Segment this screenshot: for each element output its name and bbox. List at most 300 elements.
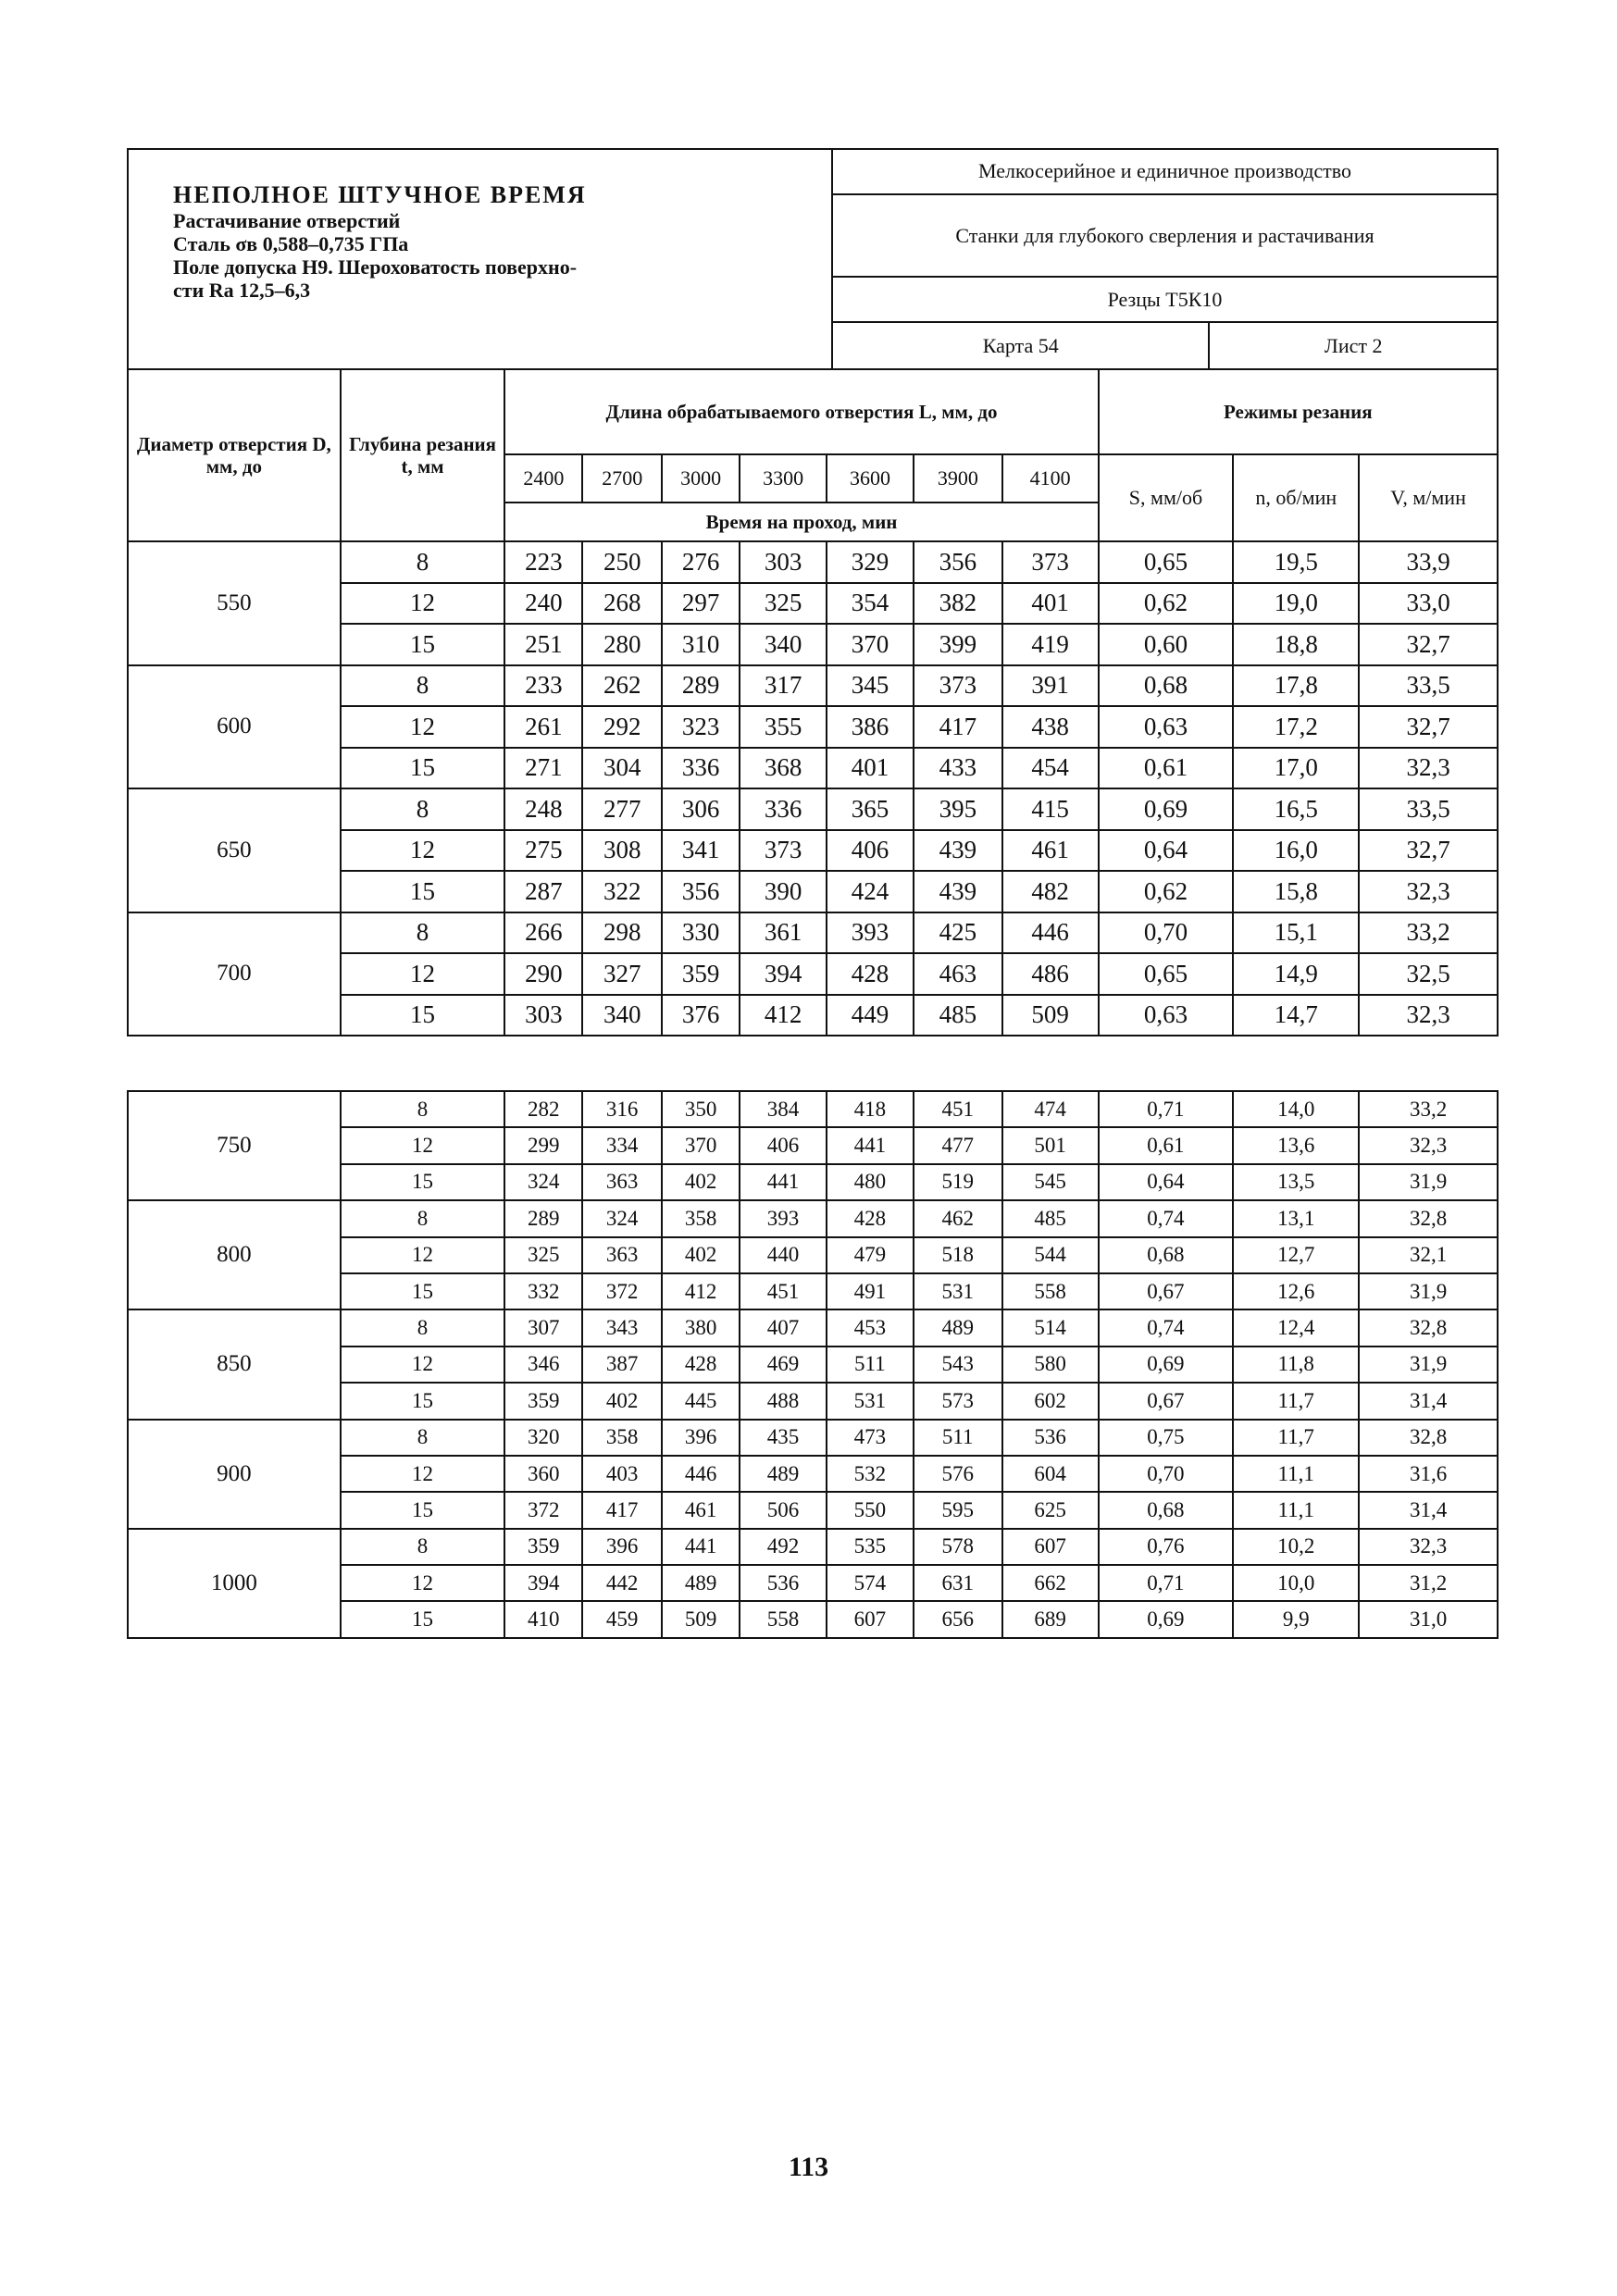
rpm-cell: 18,8 <box>1233 624 1359 665</box>
depth-cell: 8 <box>341 1420 505 1456</box>
time-cell: 346 <box>504 1347 582 1383</box>
rpm-cell: 15,8 <box>1233 871 1359 912</box>
time-cell: 550 <box>827 1492 914 1528</box>
feed-cell: 0,67 <box>1099 1383 1234 1419</box>
page-number: 113 <box>788 2152 829 2182</box>
time-cell: 261 <box>504 706 582 748</box>
rpm-cell: 19,5 <box>1233 541 1359 583</box>
time-cell: 289 <box>662 665 740 707</box>
time-cell: 396 <box>662 1420 740 1456</box>
rpm-cell: 10,0 <box>1233 1565 1359 1601</box>
rpm-cell: 12,7 <box>1233 1237 1359 1273</box>
time-cell: 536 <box>1002 1420 1099 1456</box>
subtitle-operation: Растачивание отверстий <box>173 209 401 232</box>
time-cell: 474 <box>1002 1091 1099 1127</box>
time-cell: 406 <box>740 1127 827 1163</box>
length-4100: 4100 <box>1002 454 1099 503</box>
velocity-cell: 32,7 <box>1359 624 1498 665</box>
time-cell: 299 <box>504 1127 582 1163</box>
time-cell: 297 <box>662 583 740 625</box>
table-row <box>128 1309 1498 1346</box>
time-cell: 402 <box>662 1164 740 1200</box>
velocity-cell: 31,6 <box>1359 1456 1498 1492</box>
time-cell: 451 <box>914 1091 1002 1127</box>
time-cell: 403 <box>582 1456 662 1492</box>
rpm-cell: 14,9 <box>1233 953 1359 995</box>
velocity-cell: 33,2 <box>1359 912 1498 954</box>
time-cell: 574 <box>827 1565 914 1601</box>
depth-cell: 15 <box>341 748 505 789</box>
velocity-cell: 31,4 <box>1359 1383 1498 1419</box>
time-cell: 393 <box>740 1200 827 1236</box>
time-cell: 480 <box>827 1164 914 1200</box>
time-cell: 395 <box>914 788 1002 830</box>
time-cell: 317 <box>740 665 827 707</box>
time-cell: 492 <box>740 1529 827 1565</box>
feed-cell: 0,74 <box>1099 1200 1234 1236</box>
time-cell: 399 <box>914 624 1002 665</box>
depth-column-header: Глубина резания t, мм <box>341 369 505 541</box>
velocity-cell: 32,5 <box>1359 953 1498 995</box>
time-cell: 370 <box>662 1127 740 1163</box>
time-cell: 276 <box>662 541 740 583</box>
feed-column-header: S, мм/об <box>1099 454 1234 541</box>
time-cell: 442 <box>582 1565 662 1601</box>
time-cell: 292 <box>582 706 662 748</box>
time-cell: 289 <box>504 1200 582 1236</box>
time-cell: 461 <box>662 1492 740 1528</box>
card-title-block <box>128 149 832 369</box>
time-cell: 382 <box>914 583 1002 625</box>
rpm-cell: 12,6 <box>1233 1273 1359 1309</box>
depth-cell: 15 <box>341 1492 505 1528</box>
depth-cell: 12 <box>341 830 505 872</box>
time-cell: 462 <box>914 1200 1002 1236</box>
depth-cell: 8 <box>341 665 505 707</box>
time-cell: 290 <box>504 953 582 995</box>
rpm-cell: 11,7 <box>1233 1383 1359 1419</box>
depth-cell: 12 <box>341 706 505 748</box>
depth-cell: 12 <box>341 1237 505 1273</box>
time-cell: 428 <box>827 953 914 995</box>
feed-cell: 0,75 <box>1099 1420 1234 1456</box>
time-cell: 446 <box>662 1456 740 1492</box>
time-cell: 354 <box>827 583 914 625</box>
feed-cell: 0,62 <box>1099 871 1234 912</box>
time-cell: 662 <box>1002 1565 1099 1601</box>
time-cell: 501 <box>1002 1127 1099 1163</box>
time-cell: 358 <box>662 1200 740 1236</box>
time-cell: 532 <box>827 1456 914 1492</box>
diameter-cell: 800 <box>128 1200 341 1309</box>
time-cell: 459 <box>582 1601 662 1637</box>
feed-cell: 0,65 <box>1099 541 1234 583</box>
time-cell: 419 <box>1002 624 1099 665</box>
time-cell: 412 <box>740 995 827 1036</box>
time-cell: 511 <box>827 1347 914 1383</box>
time-cell: 489 <box>914 1309 1002 1346</box>
time-cell: 340 <box>740 624 827 665</box>
time-cell: 330 <box>662 912 740 954</box>
time-cell: 368 <box>740 748 827 789</box>
length-3900: 3900 <box>914 454 1002 503</box>
time-cell: 359 <box>662 953 740 995</box>
subtitle-roughness: сти Ra 12,5–6,3 <box>173 279 311 302</box>
time-cell: 323 <box>662 706 740 748</box>
time-cell: 336 <box>740 788 827 830</box>
rpm-cell: 11,7 <box>1233 1420 1359 1456</box>
time-cell: 373 <box>1002 541 1099 583</box>
time-cell: 558 <box>1002 1273 1099 1309</box>
time-cell: 275 <box>504 830 582 872</box>
diameter-column-header: Диаметр отверстия D, мм, до <box>128 369 341 541</box>
time-cell: 303 <box>504 995 582 1036</box>
time-cell: 340 <box>582 995 662 1036</box>
time-cell: 271 <box>504 748 582 789</box>
time-cell: 325 <box>504 1237 582 1273</box>
time-cell: 425 <box>914 912 1002 954</box>
time-cell: 262 <box>582 665 662 707</box>
time-cell: 518 <box>914 1237 1002 1273</box>
time-cell: 631 <box>914 1565 1002 1601</box>
time-cell: 415 <box>1002 788 1099 830</box>
time-cell: 412 <box>662 1273 740 1309</box>
time-cell: 360 <box>504 1456 582 1492</box>
time-cell: 251 <box>504 624 582 665</box>
time-cell: 266 <box>504 912 582 954</box>
time-cell: 489 <box>662 1565 740 1601</box>
feed-cell: 0,65 <box>1099 953 1234 995</box>
time-cell: 511 <box>914 1420 1002 1456</box>
time-cell: 485 <box>914 995 1002 1036</box>
velocity-cell: 32,3 <box>1359 748 1498 789</box>
time-cell: 401 <box>827 748 914 789</box>
machine-type: Станки для глубокого сверления и растачивания <box>832 194 1498 278</box>
length-3000: 3000 <box>662 454 740 503</box>
time-cell: 322 <box>582 871 662 912</box>
feed-cell: 0,61 <box>1099 748 1234 789</box>
time-cell: 604 <box>1002 1456 1099 1492</box>
time-cell: 391 <box>1002 665 1099 707</box>
time-cell: 303 <box>740 541 827 583</box>
depth-cell: 15 <box>341 624 505 665</box>
feed-cell: 0,69 <box>1099 788 1234 830</box>
depth-cell: 15 <box>341 995 505 1036</box>
time-cell: 446 <box>1002 912 1099 954</box>
subtitle-tolerance: Поле допуска Н9. Шероховатость поверхно- <box>173 255 578 279</box>
time-cell: 307 <box>504 1309 582 1346</box>
feed-cell: 0,60 <box>1099 624 1234 665</box>
length-2700: 2700 <box>582 454 662 503</box>
time-table-bottom <box>127 1090 1499 1639</box>
time-cell: 410 <box>504 1601 582 1637</box>
time-cell: 656 <box>914 1601 1002 1637</box>
time-cell: 428 <box>827 1200 914 1236</box>
time-cell: 407 <box>740 1309 827 1346</box>
rpm-cell: 15,1 <box>1233 912 1359 954</box>
time-cell: 298 <box>582 912 662 954</box>
depth-cell: 8 <box>341 1309 505 1346</box>
feed-cell: 0,63 <box>1099 995 1234 1036</box>
rpm-cell: 9,9 <box>1233 1601 1359 1637</box>
time-cell: 607 <box>827 1601 914 1637</box>
time-cell: 477 <box>914 1127 1002 1163</box>
time-cell: 580 <box>1002 1347 1099 1383</box>
time-cell: 316 <box>582 1091 662 1127</box>
time-cell: 359 <box>504 1529 582 1565</box>
rpm-cell: 11,1 <box>1233 1456 1359 1492</box>
feed-cell: 0,70 <box>1099 1456 1234 1492</box>
time-cell: 602 <box>1002 1383 1099 1419</box>
depth-cell: 12 <box>341 953 505 995</box>
table-row <box>128 1091 1498 1127</box>
time-cell: 327 <box>582 953 662 995</box>
time-cell: 332 <box>504 1273 582 1309</box>
depth-cell: 12 <box>341 1347 505 1383</box>
rpm-cell: 13,6 <box>1233 1127 1359 1163</box>
time-cell: 358 <box>582 1420 662 1456</box>
feed-cell: 0,64 <box>1099 830 1234 872</box>
length-3600: 3600 <box>827 454 914 503</box>
card-title: НЕПОЛНОЕ ШТУЧНОЕ ВРЕМЯ <box>173 181 587 208</box>
time-cell: 485 <box>1002 1200 1099 1236</box>
time-cell: 491 <box>827 1273 914 1309</box>
feed-cell: 0,74 <box>1099 1309 1234 1346</box>
velocity-cell: 33,5 <box>1359 788 1498 830</box>
time-cell: 334 <box>582 1127 662 1163</box>
time-cell: 402 <box>662 1237 740 1273</box>
time-cell: 250 <box>582 541 662 583</box>
time-cell: 406 <box>827 830 914 872</box>
depth-cell: 8 <box>341 1200 505 1236</box>
velocity-cell: 32,8 <box>1359 1200 1498 1236</box>
time-cell: 439 <box>914 871 1002 912</box>
diameter-cell: 1000 <box>128 1529 341 1638</box>
time-cell: 463 <box>914 953 1002 995</box>
velocity-cell: 32,8 <box>1359 1420 1498 1456</box>
velocity-cell: 31,9 <box>1359 1273 1498 1309</box>
time-cell: 418 <box>827 1091 914 1127</box>
sheet-number: Лист 2 <box>1209 322 1498 369</box>
time-cell: 531 <box>827 1383 914 1419</box>
depth-cell: 12 <box>341 1565 505 1601</box>
time-cell: 359 <box>504 1383 582 1419</box>
time-cell: 320 <box>504 1420 582 1456</box>
table-row <box>128 1529 1498 1565</box>
feed-cell: 0,63 <box>1099 706 1234 748</box>
feed-cell: 0,70 <box>1099 912 1234 954</box>
time-cell: 345 <box>827 665 914 707</box>
velocity-cell: 31,9 <box>1359 1164 1498 1200</box>
time-cell: 350 <box>662 1091 740 1127</box>
time-cell: 373 <box>740 830 827 872</box>
time-cell: 355 <box>740 706 827 748</box>
velocity-column-header: V, м/мин <box>1359 454 1498 541</box>
time-cell: 441 <box>740 1164 827 1200</box>
time-cell: 325 <box>740 583 827 625</box>
diameter-cell: 750 <box>128 1091 341 1200</box>
time-cell: 461 <box>1002 830 1099 872</box>
depth-cell: 8 <box>341 1091 505 1127</box>
time-cell: 625 <box>1002 1492 1099 1528</box>
rpm-cell: 11,1 <box>1233 1492 1359 1528</box>
time-cell: 310 <box>662 624 740 665</box>
velocity-cell: 32,8 <box>1359 1309 1498 1346</box>
time-cell: 329 <box>827 541 914 583</box>
time-cell: 233 <box>504 665 582 707</box>
time-cell: 424 <box>827 871 914 912</box>
depth-cell: 12 <box>341 1456 505 1492</box>
velocity-cell: 32,3 <box>1359 1529 1498 1565</box>
velocity-cell: 32,7 <box>1359 830 1498 872</box>
time-cell: 402 <box>582 1383 662 1419</box>
bottom-table-body <box>128 1091 1498 1638</box>
diameter-cell: 600 <box>128 665 341 789</box>
time-cell: 373 <box>914 665 1002 707</box>
table-row <box>128 541 1498 583</box>
length-2400: 2400 <box>504 454 582 503</box>
table-row <box>128 665 1498 707</box>
rpm-cell: 17,0 <box>1233 748 1359 789</box>
depth-cell: 8 <box>341 1529 505 1565</box>
time-cell: 438 <box>1002 706 1099 748</box>
feed-cell: 0,71 <box>1099 1091 1234 1127</box>
time-cell: 506 <box>740 1492 827 1528</box>
time-cell: 356 <box>914 541 1002 583</box>
time-cell: 277 <box>582 788 662 830</box>
time-cell: 343 <box>582 1309 662 1346</box>
time-cell: 280 <box>582 624 662 665</box>
time-cell: 324 <box>582 1200 662 1236</box>
modes-column-header: Режимы резания <box>1099 369 1498 454</box>
speed-rpm-column-header: n, об/мин <box>1233 454 1359 541</box>
time-cell: 488 <box>740 1383 827 1419</box>
time-cell: 341 <box>662 830 740 872</box>
velocity-cell: 31,9 <box>1359 1347 1498 1383</box>
diameter-cell: 550 <box>128 541 341 665</box>
time-cell: 482 <box>1002 871 1099 912</box>
depth-cell: 8 <box>341 912 505 954</box>
velocity-cell: 32,7 <box>1359 706 1498 748</box>
table-row <box>128 1200 1498 1236</box>
time-cell: 473 <box>827 1420 914 1456</box>
rpm-cell: 13,1 <box>1233 1200 1359 1236</box>
time-cell: 545 <box>1002 1164 1099 1200</box>
depth-cell: 15 <box>341 1273 505 1309</box>
diameter-cell: 650 <box>128 788 341 912</box>
time-cell: 445 <box>662 1383 740 1419</box>
depth-cell: 12 <box>341 583 505 625</box>
time-cell: 689 <box>1002 1601 1099 1637</box>
time-cell: 440 <box>740 1237 827 1273</box>
time-cell: 543 <box>914 1347 1002 1383</box>
length-column-header: Длина обрабатываемого отверстия L, мм, до <box>504 369 1098 454</box>
velocity-cell: 33,2 <box>1359 1091 1498 1127</box>
time-cell: 576 <box>914 1456 1002 1492</box>
time-cell: 282 <box>504 1091 582 1127</box>
time-cell: 370 <box>827 624 914 665</box>
rpm-cell: 16,5 <box>1233 788 1359 830</box>
time-cell: 509 <box>662 1601 740 1637</box>
time-cell: 536 <box>740 1565 827 1601</box>
time-cell: 390 <box>740 871 827 912</box>
rpm-cell: 14,7 <box>1233 995 1359 1036</box>
time-cell: 401 <box>1002 583 1099 625</box>
time-cell: 441 <box>662 1529 740 1565</box>
time-cell: 394 <box>504 1565 582 1601</box>
depth-cell: 8 <box>341 788 505 830</box>
time-cell: 223 <box>504 541 582 583</box>
time-cell: 428 <box>662 1347 740 1383</box>
time-cell: 324 <box>504 1164 582 1200</box>
length-3300: 3300 <box>740 454 827 503</box>
card-header <box>127 148 1499 370</box>
time-cell: 441 <box>827 1127 914 1163</box>
time-cell: 453 <box>827 1309 914 1346</box>
time-cell: 384 <box>740 1091 827 1127</box>
time-cell: 544 <box>1002 1237 1099 1273</box>
velocity-cell: 33,9 <box>1359 541 1498 583</box>
time-cell: 435 <box>740 1420 827 1456</box>
feed-cell: 0,68 <box>1099 665 1234 707</box>
time-cell: 558 <box>740 1601 827 1637</box>
rpm-cell: 10,2 <box>1233 1529 1359 1565</box>
time-cell: 268 <box>582 583 662 625</box>
time-cell: 363 <box>582 1237 662 1273</box>
time-cell: 578 <box>914 1529 1002 1565</box>
diameter-cell: 900 <box>128 1420 341 1529</box>
time-per-pass-header: Время на проход, мин <box>504 503 1098 541</box>
rpm-cell: 17,2 <box>1233 706 1359 748</box>
time-cell: 519 <box>914 1164 1002 1200</box>
production-type: Мелкосерийное и единичное производство <box>832 149 1498 194</box>
time-cell: 393 <box>827 912 914 954</box>
time-cell: 451 <box>740 1273 827 1309</box>
time-cell: 304 <box>582 748 662 789</box>
velocity-cell: 32,3 <box>1359 871 1498 912</box>
velocity-cell: 32,3 <box>1359 1127 1498 1163</box>
velocity-cell: 33,5 <box>1359 665 1498 707</box>
rpm-cell: 12,4 <box>1233 1309 1359 1346</box>
feed-cell: 0,71 <box>1099 1565 1234 1601</box>
feed-cell: 0,61 <box>1099 1127 1234 1163</box>
feed-cell: 0,69 <box>1099 1601 1234 1637</box>
feed-cell: 0,64 <box>1099 1164 1234 1200</box>
time-cell: 479 <box>827 1237 914 1273</box>
feed-cell: 0,69 <box>1099 1347 1234 1383</box>
time-cell: 535 <box>827 1529 914 1565</box>
diameter-cell: 700 <box>128 912 341 1036</box>
time-cell: 469 <box>740 1347 827 1383</box>
time-cell: 394 <box>740 953 827 995</box>
card-number: Карта 54 <box>832 322 1209 369</box>
depth-cell: 15 <box>341 1383 505 1419</box>
rpm-cell: 16,0 <box>1233 830 1359 872</box>
velocity-cell: 32,1 <box>1359 1237 1498 1273</box>
feed-cell: 0,68 <box>1099 1237 1234 1273</box>
velocity-cell: 31,0 <box>1359 1601 1498 1637</box>
depth-cell: 15 <box>341 1601 505 1637</box>
time-cell: 486 <box>1002 953 1099 995</box>
table-row <box>128 1420 1498 1456</box>
depth-cell: 8 <box>341 541 505 583</box>
velocity-cell: 32,3 <box>1359 995 1498 1036</box>
depth-cell: 12 <box>341 1127 505 1163</box>
time-cell: 386 <box>827 706 914 748</box>
top-table-body <box>128 541 1498 1036</box>
time-cell: 372 <box>582 1273 662 1309</box>
feed-cell: 0,62 <box>1099 583 1234 625</box>
